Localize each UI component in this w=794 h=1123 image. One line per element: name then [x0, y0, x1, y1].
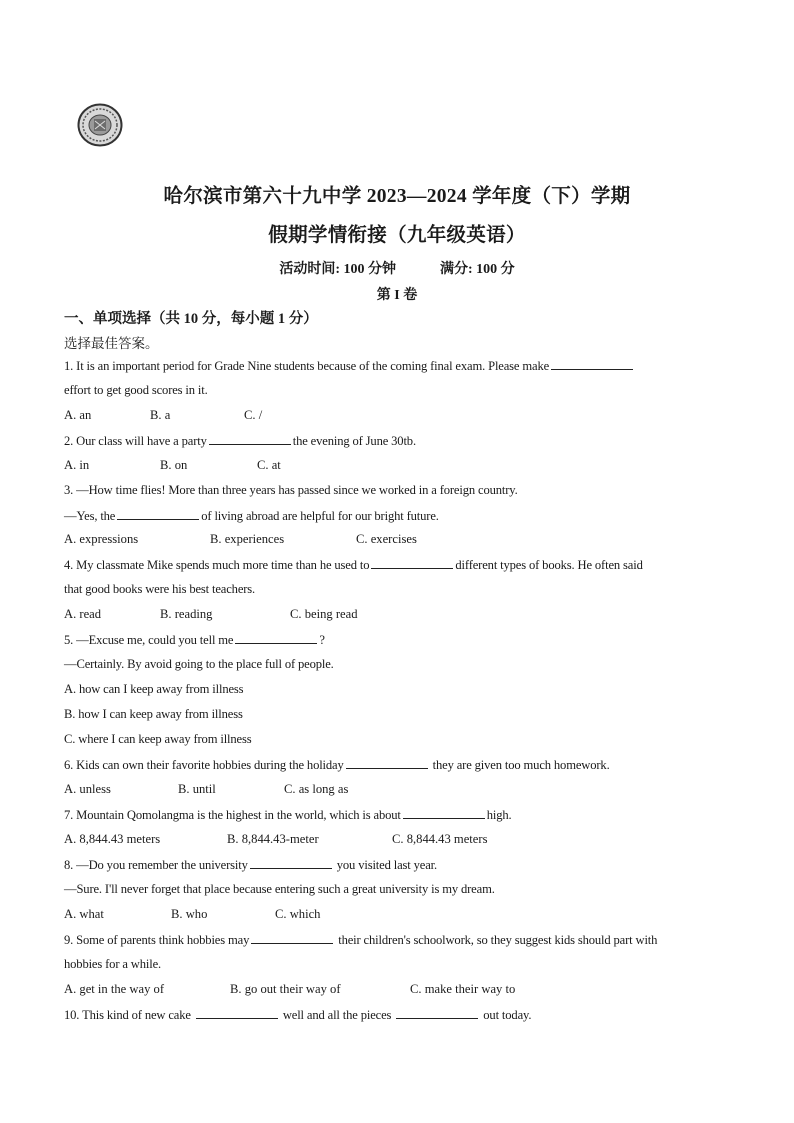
- option-a: A. unless: [64, 782, 111, 796]
- time-limit: 活动时间: 100 分钟: [279, 262, 396, 277]
- answer-blank: [209, 433, 291, 445]
- question-9: 9. Some of parents think hobbies may their children's schoolwork, so they suggest kids should part with: [64, 933, 658, 947]
- exam-meta: [0, 258, 794, 278]
- option-c: C. /: [244, 408, 263, 422]
- question-3: 3. —How time flies! More than three years has passed since we worked in a foreign country.: [64, 483, 518, 497]
- option-a: A. get in the way of: [64, 982, 165, 996]
- option-a: A. an: [64, 408, 92, 422]
- answer-blank: [235, 632, 317, 644]
- question-3-reply: —Yes, the of living abroad are helpful for our bright future.: [64, 509, 439, 523]
- option-b: B. until: [178, 782, 216, 796]
- answer-blank: [196, 1007, 278, 1019]
- option-c: C. at: [257, 458, 281, 472]
- answer-blank: [403, 807, 485, 819]
- option-b: B. who: [171, 907, 208, 921]
- answer-blank: [396, 1007, 478, 1019]
- option-a: A. how can I keep away from illness: [64, 682, 244, 696]
- school-seal-image: [77, 103, 123, 147]
- question-8-reply: —Sure. I'll never forget that place because entering such a great university is my dream.: [64, 882, 495, 896]
- option-b: B. 8,844.43-meter: [227, 832, 319, 846]
- answer-blank: [371, 557, 453, 569]
- volume-label: 第 I 卷: [376, 288, 418, 303]
- option-c: C. being read: [290, 607, 358, 621]
- option-c: C. which: [275, 907, 321, 921]
- option-a: A. read: [64, 607, 102, 621]
- option-c: C. 8,844.43 meters: [392, 832, 488, 846]
- option-a: A. what: [64, 907, 104, 921]
- question-4: 4. My classmate Mike spends much more time than he used to different types of books. He often said: [64, 558, 643, 572]
- question-2: 2. Our class will have a party the evening of June 30tb.: [64, 434, 416, 448]
- full-score: 满分: 100 分: [440, 262, 515, 277]
- option-b: B. experiences: [210, 532, 285, 546]
- option-b: B. go out their way of: [230, 982, 341, 996]
- question-9-cont: hobbies for a while.: [64, 957, 162, 971]
- option-b: B. reading: [160, 607, 213, 621]
- question-5-reply: —Certainly. By avoid going to the place full of people.: [64, 657, 334, 671]
- answer-blank: [251, 932, 333, 944]
- exam-subtitle: 假期学情衔接（九年级英语）: [268, 225, 526, 246]
- question-1: 1. It is an important period for Grade Nine students because of the coming final exam. Please make: [64, 358, 635, 374]
- answer-blank: [250, 857, 332, 869]
- option-a: A. 8,844.43 meters: [64, 832, 161, 846]
- option-c: C. make their way to: [410, 982, 516, 996]
- option-c: C. where I can keep away from illness: [64, 732, 252, 746]
- question-10: 10. This kind of new cake well and all the pieces out today.: [64, 1008, 532, 1022]
- exam-title: 哈尔滨市第六十九中学 2023—2024 学年度（下）学期: [163, 186, 631, 207]
- question-1-cont: effort to get good scores in it.: [64, 383, 208, 397]
- option-a: A. in: [64, 458, 90, 472]
- question-8: 8. —Do you remember the university you visited last year.: [64, 858, 437, 872]
- option-b: B. a: [150, 408, 171, 422]
- option-a: A. expressions: [64, 532, 139, 546]
- option-b: B. on: [160, 458, 188, 472]
- answer-blank: [117, 508, 199, 520]
- answer-blank: [551, 358, 633, 370]
- option-c: C. as long as: [284, 782, 349, 796]
- option-b: B. how I can keep away from illness: [64, 707, 243, 721]
- question-6: 6. Kids can own their favorite hobbies during the holiday they are given too much homework.: [64, 758, 610, 772]
- section-title: 一、单项选择（共 10 分，每小题 1 分）: [64, 311, 318, 327]
- section-instruction: 选择最佳答案。: [64, 336, 159, 351]
- option-c: C. exercises: [356, 532, 417, 546]
- question-5: 5. —Excuse me, could you tell me ?: [64, 633, 325, 647]
- question-4-cont: that good books were his best teachers.: [64, 582, 256, 596]
- answer-blank: [346, 757, 428, 769]
- question-7: 7. Mountain Qomolangma is the highest in the world, which is about high.: [64, 808, 512, 822]
